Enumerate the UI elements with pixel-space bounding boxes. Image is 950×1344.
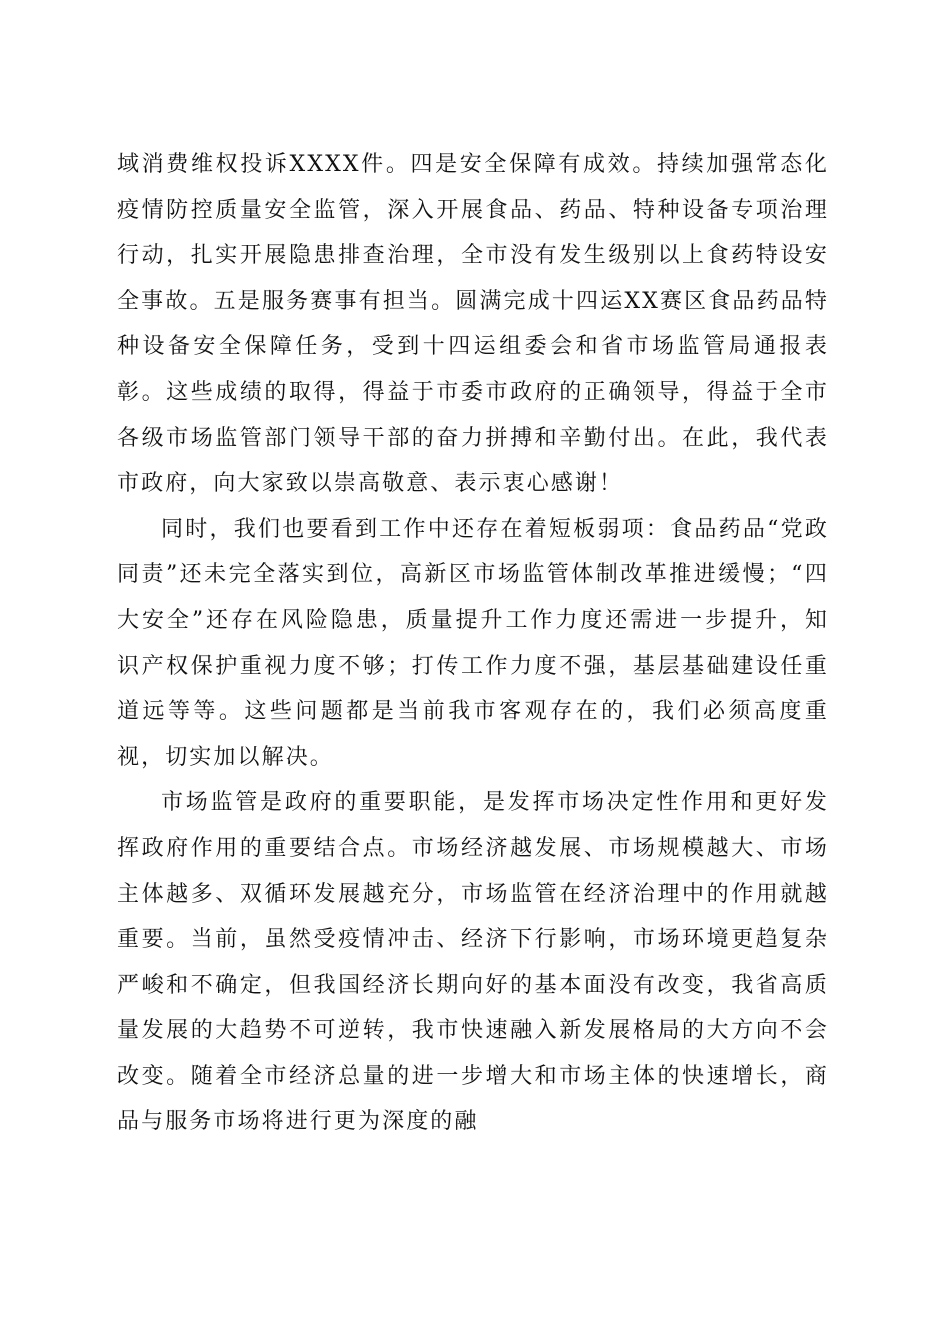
paragraph-market-supervision: 市场监管是政府的重要职能，是发挥市场决定性作用和更好发挥政府作用的重要结合点。市场经济越发展、市场规模越大、市场主体越多、双循环发展越充分，市场监管在经济治理中的作用就越重要。当前，虽然受疫情冲击、经济下行影响，市场环境更趋复杂严峻和不确定，但我国经济长期向好的基本面没有改变，我省高质量发展的大趋势不可逆转，我市快速融入新发展格局的大方向不会改变。随着全市经济总量的进一步增大和市场主体的快速增长，商品与服务市场将进行更为深度的融 bbox=[117, 790, 829, 1135]
paragraph-achievements: 域消费维权投诉XXXX件。四是安全保障有成效。持续加强常态化疫情防控质量安全监管，深入开展食品、药品、特种设备专项治理行动，扎实开展隐患排查治理，全市没有发生级别以上食药特设安全事故。五是服务赛事有担当。圆满完成十四运XX赛区食品药品特种设备安全保障任务，受到十四运组委会和省市场监管局通报表彰。这些成绩的取得，得益于市委市政府的正确领导，得益于全市各级市场监管部门领导干部的奋力拼搏和辛勤付出。在此，我代表市政府，向大家致以崇高敬意、表示衷心感谢！ bbox=[117, 152, 829, 497]
document-body bbox=[117, 142, 829, 1145]
paragraph-shortcomings: 同时，我们也要看到工作中还存在着短板弱项：食品药品“党政同责”还未完全落实到位，高新区市场监管体制改革推进缓慢；“四大安全”还存在风险隐患，质量提升工作力度还需进一步提升，知识产权保护重视力度不够；打传工作力度不强，基层基础建设任重道远等等。这些问题都是当前我市客观存在的，我们必须高度重视，切实加以解决。 bbox=[117, 516, 829, 770]
